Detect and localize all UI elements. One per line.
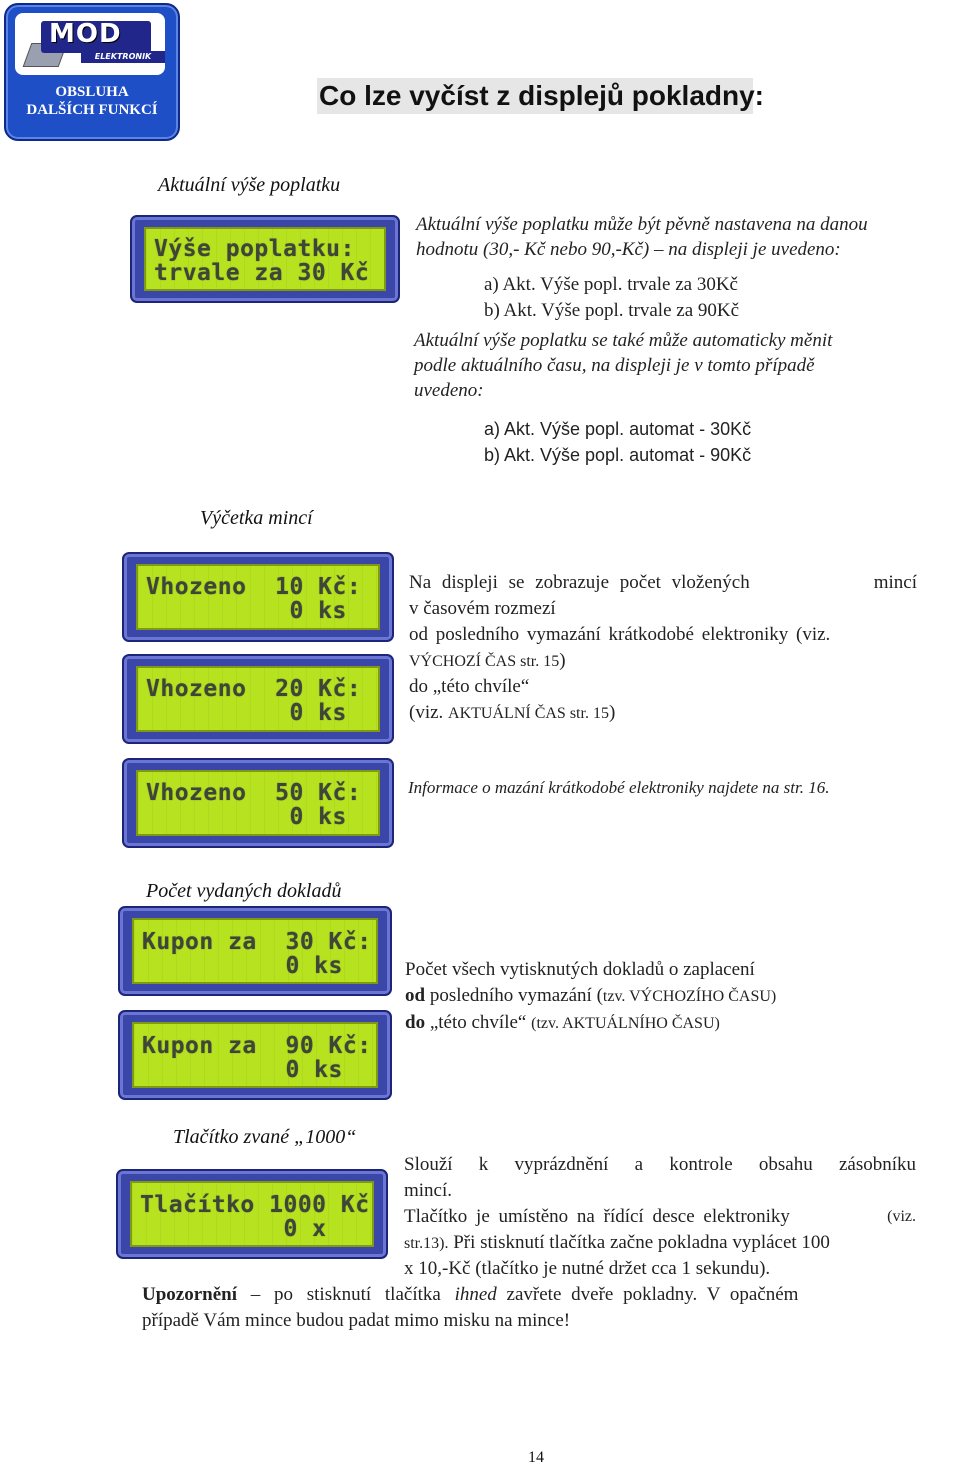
receipts-line2: od posledního vymazání (tzv. VÝCHOZÍHO ČASU) <box>405 985 777 1006</box>
coins-text-line6: (viz. AKTUÁLNÍ ČAS str. 15) <box>409 702 616 723</box>
page-title: Co lze vyčíst z displejů pokladny: <box>317 78 753 114</box>
coins-text-line2: v časovém rozmezí <box>409 598 556 619</box>
badge-caption <box>6 83 178 119</box>
lcd-line-1: Tlačítko 1000 Kč <box>140 1192 370 1218</box>
lcd-line-1: Kupon za 30 Kč: <box>142 929 372 955</box>
fee-item-a: a) Akt. Výše popl. trvale za 30Kč <box>484 274 738 295</box>
button-line2: mincí. <box>404 1180 453 1201</box>
logo-text: MOD <box>49 19 122 49</box>
coins-text-line5: do „této chvíle“ <box>409 676 530 697</box>
button-line3: Tlačítko je umístěno na řídící desce elektroniky (viz. <box>404 1206 916 1227</box>
lcd-line-2: 0 ks <box>146 804 347 830</box>
lcd-line-1: Vhozeno 20 Kč: <box>146 676 362 702</box>
logo-panel <box>15 13 165 75</box>
logo-subtext: ELEKTRONIK <box>81 51 165 63</box>
lcd-line-2: 0 ks <box>146 700 347 726</box>
lcd-display-kupon-90 <box>118 1010 392 1100</box>
receipts-line1: Počet všech vytisknutých dokladů o zaplacení <box>405 959 755 980</box>
lcd-display-button <box>116 1169 388 1259</box>
section-heading-coins: Výčetka mincí <box>200 507 313 529</box>
lcd-line-2: 0 ks <box>146 598 347 624</box>
section-heading-button: Tlačítko zvané „1000“ <box>173 1126 357 1148</box>
lcd-line-2: 0 x <box>140 1216 327 1242</box>
lcd-line-1: Vhozeno 50 Kč: <box>146 780 362 806</box>
coins-note: Informace o mazání krátkodobé elektroniky najdete na str. 16. <box>408 778 830 797</box>
button-line4: str.13). Při stisknutí tlačítka začne pokladna vyplácet 100 <box>404 1232 830 1253</box>
coins-text-line1: Na displeji se zobrazuje počet vložených mincí <box>409 572 917 593</box>
lcd-display-kupon-30 <box>118 906 392 996</box>
lcd-line-1: Kupon za 90 Kč: <box>142 1033 372 1059</box>
lcd-display-fee <box>130 215 400 303</box>
warning-line1: Upozornění – po stisknutí tlačítka ihned zavřete dveře pokladny. V opačném <box>142 1284 799 1305</box>
lcd-display-coins-20 <box>122 654 394 744</box>
badge-line2: DALŠÍCH FUNKCÍ <box>26 102 158 118</box>
fee-item-b: b) Akt. Výše popl. trvale za 90Kč <box>484 300 740 321</box>
receipts-line3: do „této chvíle“ (tzv. AKTUÁLNÍHO ČASU) <box>405 1012 720 1033</box>
page-number: 14 <box>528 1449 544 1466</box>
coins-text-line4: VÝCHOZÍ ČAS str. 15) <box>409 650 566 671</box>
lcd-line-2: 0 ks <box>142 1057 343 1083</box>
fee-item-d: b) Akt. Výše popl. automat - 90Kč <box>484 445 752 465</box>
lcd-display-coins-10 <box>122 552 394 642</box>
warning-line2: případě Vám mince budou padat mimo misku na mince! <box>142 1310 571 1331</box>
badge-line1: OBSLUHA <box>55 84 129 100</box>
fee-paragraph-1: Aktuální výše poplatku může být pěvně nastavena na danou hodnotu (30,- Kč nebo 90,-Kč) – na displeji je uvedeno: <box>416 214 868 260</box>
logo-badge <box>4 3 180 141</box>
lcd-display-coins-50 <box>122 758 394 848</box>
button-line5: x 10,-Kč (tlačítko je nutné držet cca 1 sekundu). <box>404 1258 771 1279</box>
lcd-line-1: Výše poplatku: <box>154 236 355 262</box>
coins-text-line3: od posledního vymazání krátkodobé elektroniky (viz. <box>409 624 831 645</box>
lcd-line-1: Vhozeno 10 Kč: <box>146 574 362 600</box>
button-line1: Slouží k vyprázdnění a kontrole obsahu zásobníku <box>404 1154 916 1175</box>
lcd-line-2: 0 ks <box>142 953 343 979</box>
fee-item-c: a) Akt. Výše popl. automat - 30Kč <box>484 419 752 439</box>
section-heading-receipts: Počet vydaných dokladů <box>146 880 342 902</box>
section-heading-fee: Aktuální výše poplatku <box>158 174 341 196</box>
fee-paragraph-2: Aktuální výše poplatku se také může automaticky měnit podle aktuálního času, na displeji je v tomto případě uvedeno: <box>414 330 833 401</box>
lcd-line-2: trvale za 30 Kč <box>154 260 370 286</box>
